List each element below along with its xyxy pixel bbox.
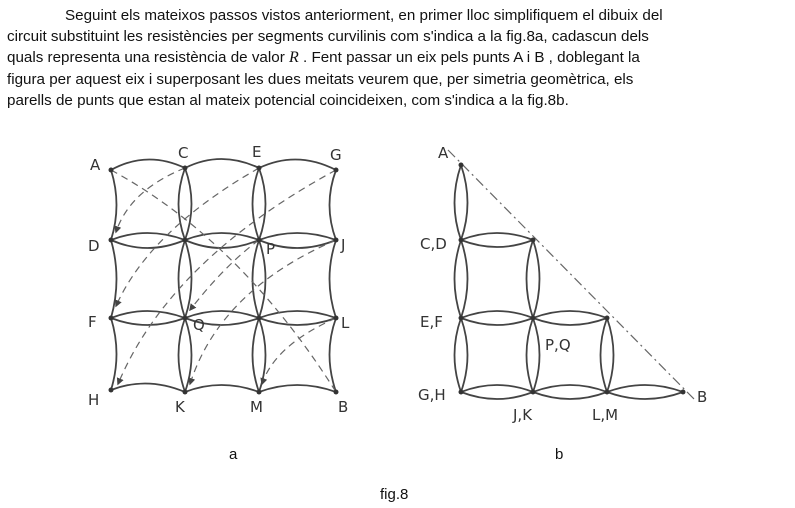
fig-a-label-A: A — [90, 156, 101, 174]
fig-b-nodes — [459, 163, 686, 395]
line-2-text: circuit substituint les resistències per segments curvilinis com s'indica a la fig.8a, cadascun dels — [7, 28, 649, 46]
fig-a-label-H: H — [88, 391, 100, 409]
fig-a-label-F: F — [88, 313, 97, 331]
fig-a-label-E: E — [252, 143, 262, 161]
fig-b-labels — [418, 144, 707, 424]
fig-b-horizontal-resistors — [461, 233, 683, 399]
figure-a-circuit-grid — [109, 159, 339, 395]
fig-a-caption: a — [229, 446, 238, 463]
line-4-text: figura per aquest eix i superposant les dues meitats veurem que, per simetria geomètrica, els — [7, 70, 634, 88]
fig-a-label-P: P — [266, 240, 276, 258]
resistance-symbol: R — [289, 49, 299, 67]
fig-a-label-D: D — [88, 237, 100, 255]
fig-a-label-L: L — [341, 314, 350, 332]
fig-b-caption: b — [555, 446, 564, 463]
fig-b-label-CD: C,D — [420, 235, 447, 253]
line-3-post-text: . Fent passar un eix pels punts A i B , doblegant la — [303, 49, 640, 67]
fig-b-label-EF: E,F — [420, 313, 443, 331]
fig-a-label-J: J — [341, 236, 346, 254]
fig-a-dashed-fold-lines — [111, 168, 336, 392]
fig-a-vertical-resistors — [111, 168, 336, 392]
fig-a-label-M: M — [250, 398, 263, 416]
fig-a-label-K: K — [175, 398, 185, 416]
figure-b-folded-circuit — [448, 150, 695, 400]
fig-b-label-LM: L,M — [592, 406, 619, 424]
fig-b-label-B: B — [697, 388, 708, 406]
fig-a-label-Q: Q — [193, 316, 205, 334]
fig-b-symmetry-axis — [448, 150, 695, 400]
line-5-text: parells de punts que estan al mateix potencial coincideixen, com s'indica a la fig.8b. — [7, 91, 569, 109]
fig-a-label-G: G — [330, 146, 342, 164]
fig-b-vertical-resistors — [455, 165, 614, 392]
fig-b-label-PQ: P,Q — [545, 336, 571, 354]
fig-a-nodes — [109, 166, 339, 395]
fig-b-label-GH: G,H — [418, 386, 446, 404]
figure-caption: fig.8 — [380, 486, 409, 503]
fig-b-label-A: A — [438, 144, 449, 162]
fig-a-label-C: C — [178, 144, 189, 162]
line-1-text: Seguint els mateixos passos vistos anteriorment, en primer lloc simplifiquem el dibuix del — [65, 7, 663, 24]
fig-b-label-JK: J,K — [513, 406, 533, 424]
line-3-pre-text: quals representa una resistència de valor — [7, 49, 285, 67]
fig-a-horizontal-resistors — [111, 159, 336, 392]
fig-a-label-B: B — [338, 398, 349, 416]
